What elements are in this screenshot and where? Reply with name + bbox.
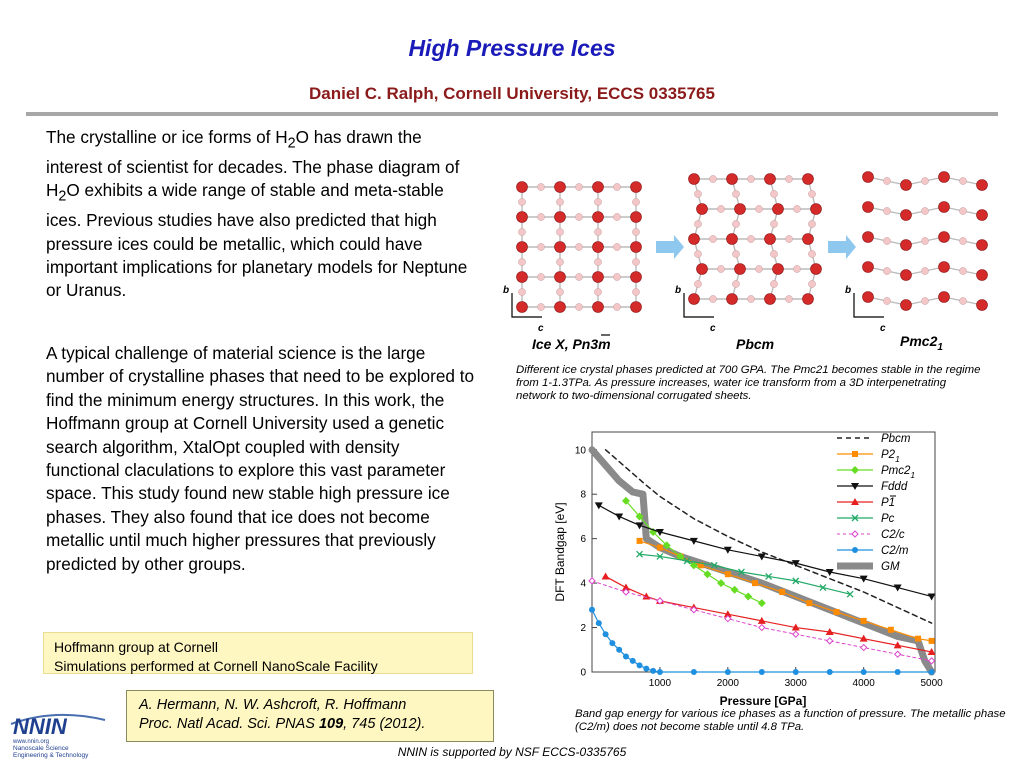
reference-authors: A. Hermann, N. W. Ashcroft, R. Hoffmann <box>139 697 407 713</box>
hydrogen-atom <box>808 250 815 257</box>
hydrogen-atom <box>632 258 639 265</box>
hydrogen-atom <box>594 258 601 265</box>
hydrogen-atom <box>694 220 701 227</box>
legend-label <box>881 481 908 493</box>
oxygen-atom <box>939 232 950 243</box>
page-title: High Pressure Ices <box>408 35 616 61</box>
hydrogen-atom <box>717 205 724 212</box>
data-point <box>589 607 595 613</box>
oxygen-atom <box>901 300 912 311</box>
oxygen-atom <box>593 302 604 313</box>
data-point <box>888 627 894 633</box>
y-axis-label: DFT Bandgap [eV] <box>553 502 567 602</box>
oxygen-atom <box>901 210 912 221</box>
legend-label-text: P1 <box>881 497 896 509</box>
hydrogen-atom <box>632 228 639 235</box>
note-line-1: Hoffmann group at Cornell <box>54 639 218 655</box>
axis-c-label: c <box>880 323 886 334</box>
x-tick-label: 2000 <box>716 678 739 689</box>
hydrogen-atom <box>694 190 701 197</box>
legend-label-text: Pmc2 <box>881 465 911 477</box>
data-point <box>827 669 833 675</box>
data-point <box>793 669 799 675</box>
hydrogen-atom <box>575 303 582 310</box>
legend-label <box>881 529 905 541</box>
hydrogen-atom <box>883 297 890 304</box>
hydrogen-atom <box>537 303 544 310</box>
logo-url: www.nnin.org <box>13 739 50 745</box>
data-point <box>779 589 785 595</box>
hydrogen-atom <box>959 297 966 304</box>
legend-label <box>881 497 895 509</box>
reference-box <box>126 690 494 742</box>
data-point <box>616 647 622 653</box>
hydrogen-atom <box>921 207 928 214</box>
axis-b-label: b <box>675 285 682 296</box>
oxygen-atom <box>727 174 738 185</box>
structures-caption: Different ice crystal phases predicted at 700 GPA. The Pmc21 becomes stable in the regime from 1-1.3TPa. As pressure increases, water ice transform from a 3D interpenetrating network to two-dimensional corrugated sheets. <box>516 364 981 403</box>
hydrogen-atom <box>556 198 563 205</box>
legend-label <box>881 545 909 557</box>
oxygen-atom <box>803 234 814 245</box>
data-point <box>725 571 731 577</box>
structure-ice-x <box>517 182 642 313</box>
oxygen-atom <box>803 174 814 185</box>
oxygen-atom <box>939 292 950 303</box>
hydrogen-atom <box>747 295 754 302</box>
oxygen-atom <box>811 264 822 275</box>
data-point <box>929 638 935 644</box>
hydrogen-atom <box>785 175 792 182</box>
hydrogen-atom <box>770 250 777 257</box>
hydrogen-atom <box>537 273 544 280</box>
para1-text-a: The crystalline or ice forms of H <box>46 127 288 147</box>
hydrogen-atom <box>921 177 928 184</box>
hydrogen-atom <box>632 198 639 205</box>
hydrogen-atom <box>556 288 563 295</box>
reference-journal-text: Proc. Natl Acad. Sci. PNAS <box>139 716 319 732</box>
oxygen-atom <box>517 212 528 223</box>
oxygen-atom <box>631 302 642 313</box>
hydrogen-atom <box>921 267 928 274</box>
hydrogen-atom <box>793 265 800 272</box>
arrow-right-icon <box>656 235 684 259</box>
data-point <box>915 636 921 642</box>
note-line-2: Simulations performed at Cornell NanoScale Facility <box>54 658 378 674</box>
data-point <box>637 538 643 544</box>
bandgap-chart <box>545 428 945 710</box>
oxygen-atom <box>517 182 528 193</box>
oxygen-atom <box>689 234 700 245</box>
para1-text-b: O has drawn the interest of scientist for decades. The phase diagram of H <box>46 127 460 201</box>
hydrogen-atom <box>518 228 525 235</box>
hydrogen-atom <box>709 295 716 302</box>
hydrogen-atom <box>518 198 525 205</box>
data-point <box>725 669 731 675</box>
y-tick-label: 8 <box>580 489 586 501</box>
oxygen-atom <box>803 294 814 305</box>
oxygen-atom <box>939 202 950 213</box>
hydrogen-atom <box>883 237 890 244</box>
hydrogen-atom <box>808 280 815 287</box>
data-point <box>806 600 812 606</box>
data-point <box>752 580 758 586</box>
hydrogen-atom <box>518 258 525 265</box>
structure-label-sub: 1 <box>937 342 943 353</box>
oxygen-atom <box>697 264 708 275</box>
oxygen-atom <box>689 174 700 185</box>
reference-journal <box>139 715 493 734</box>
hydrogen-atom <box>808 220 815 227</box>
hydrogen-atom <box>537 213 544 220</box>
data-point <box>834 609 840 615</box>
oxygen-atom <box>727 294 738 305</box>
hydrogen-atom <box>632 288 639 295</box>
oxygen-atom <box>689 294 700 305</box>
structure-pmc21 <box>863 172 988 311</box>
para1-text-c: O exhibits a wide range of stable and meta-stable ices. Previous studies have also predicted that high pressure ices could be metallic, which could have important implications for planetary models for Neptune or Uranus. <box>46 180 468 301</box>
axis-c-label: c <box>710 323 716 334</box>
legend-label <box>881 561 900 573</box>
hydrogen-atom <box>717 265 724 272</box>
legend-label-sub: 1 <box>910 470 916 480</box>
axis-b-label: b <box>845 285 852 296</box>
hydrogen-atom <box>518 288 525 295</box>
hydrogen-atom <box>594 228 601 235</box>
oxygen-atom <box>977 300 988 311</box>
x-axis-label: Pressure [GPa] <box>719 694 807 708</box>
hydrogen-atom <box>613 243 620 250</box>
oxygen-atom <box>863 292 874 303</box>
y-tick-label: 4 <box>580 578 586 590</box>
oxygen-atom <box>555 242 566 253</box>
hydrogen-atom <box>709 175 716 182</box>
hydrogen-atom <box>921 297 928 304</box>
hydrogen-atom <box>594 288 601 295</box>
oxygen-atom <box>977 240 988 251</box>
hydrogen-atom <box>755 205 762 212</box>
hydrogen-atom <box>732 250 739 257</box>
hydrogen-atom <box>959 207 966 214</box>
oxygen-atom <box>773 204 784 215</box>
hydrogen-atom <box>556 258 563 265</box>
hydrogen-atom <box>959 177 966 184</box>
oxygen-atom <box>939 262 950 273</box>
oxygen-atom <box>593 242 604 253</box>
data-point <box>657 669 663 675</box>
hydrogen-atom <box>613 213 620 220</box>
hydrogen-atom <box>537 183 544 190</box>
axis-c-label: c <box>538 323 544 334</box>
oxygen-atom <box>977 210 988 221</box>
oxygen-atom <box>765 174 776 185</box>
para1-subscript-1: 2 <box>287 135 296 152</box>
oxygen-atom <box>555 302 566 313</box>
hydrogen-atom <box>732 280 739 287</box>
hydrogen-atom <box>770 280 777 287</box>
logo-tagline-2: Engineering & Technology <box>13 752 89 759</box>
oxygen-atom <box>765 294 776 305</box>
hydrogen-atom <box>556 228 563 235</box>
hydrogen-atom <box>785 235 792 242</box>
x-tick-label: 4000 <box>852 678 875 689</box>
hydrogen-atom <box>755 265 762 272</box>
oxygen-atom <box>727 234 738 245</box>
legend-label-sub: 1 <box>895 454 900 464</box>
data-point <box>630 658 636 664</box>
structure-label-pmc2: Pmc2 <box>900 333 938 349</box>
intro-paragraph-2: A typical challenge of material science is the large number of crystalline phases that need to be explored to find the minimum energy structures. In this work, the Hoffmann group at Cornell University used a genetic search algorithm, XtalOpt coupled with density functional claculations to explore this vast parameter space. This study found new stable high pressure ice phases. They also found that ice does not become metallic until much higher pressures that previously predicted by other groups. <box>46 343 475 574</box>
oxygen-atom <box>811 204 822 215</box>
hydrogen-atom <box>883 177 890 184</box>
legend-label-text: Fddd <box>881 481 908 493</box>
hydrogen-atom <box>959 237 966 244</box>
oxygen-atom <box>631 242 642 253</box>
oxygen-atom <box>863 172 874 183</box>
data-point <box>623 653 629 659</box>
data-point <box>759 669 765 675</box>
legend-label-text: C2/m <box>881 545 909 557</box>
intro-paragraph-1 <box>46 126 476 303</box>
hydrogen-atom <box>575 213 582 220</box>
oxygen-atom <box>697 204 708 215</box>
oxygen-atom <box>977 270 988 281</box>
hydrogen-atom <box>770 220 777 227</box>
data-point <box>603 631 609 637</box>
x-tick-label: 3000 <box>784 678 807 689</box>
oxygen-atom <box>863 202 874 213</box>
hydrogen-atom <box>747 175 754 182</box>
data-point <box>861 669 867 675</box>
reference-pages: , 745 (2012). <box>343 716 426 732</box>
oxygen-atom <box>901 240 912 251</box>
oxygen-atom <box>901 270 912 281</box>
data-point <box>650 668 656 674</box>
header-divider <box>26 112 998 116</box>
oxygen-atom <box>631 212 642 223</box>
data-point <box>691 669 697 675</box>
oxygen-atom <box>517 302 528 313</box>
reference-volume: 109 <box>318 716 344 732</box>
oxygen-atom <box>517 272 528 283</box>
legend-label-text: Pc <box>881 513 895 525</box>
hydrogen-atom <box>732 220 739 227</box>
data-point <box>596 620 602 626</box>
data-point <box>852 451 858 457</box>
hydrogen-atom <box>747 235 754 242</box>
data-point <box>637 662 643 668</box>
legend-label-text: P2 <box>881 449 896 461</box>
chart-caption: Band gap energy for various ice phases as a function of pressure. The metallic phase (C2/m) does not become stable until 4.8 TPa. <box>575 708 1006 734</box>
hydrogen-atom <box>709 235 716 242</box>
hydrogen-atom <box>793 205 800 212</box>
structure-label-pbcm: Pbcm <box>736 336 775 352</box>
data-point <box>609 640 615 646</box>
hydrogen-atom <box>613 273 620 280</box>
x-tick-label: 5000 <box>920 678 943 689</box>
data-point <box>861 618 867 624</box>
data-point <box>643 666 649 672</box>
hydrogen-atom <box>785 295 792 302</box>
oxygen-atom <box>593 272 604 283</box>
hydrogen-atom <box>613 183 620 190</box>
oxygen-atom <box>977 180 988 191</box>
hydrogen-atom <box>808 190 815 197</box>
legend-label-text: GM <box>881 561 900 573</box>
oxygen-atom <box>901 180 912 191</box>
data-point <box>657 545 663 551</box>
structure-label-ice-x: Ice X, Pn3m <box>532 336 611 352</box>
hydrogen-atom <box>883 267 890 274</box>
x-tick-label: 1000 <box>648 678 672 689</box>
y-tick-label: 2 <box>580 623 586 635</box>
oxygen-atom <box>773 264 784 275</box>
footer-note: NNIN is supported by NSF ECCS-0335765 <box>397 745 627 759</box>
data-point <box>929 669 935 675</box>
y-tick-label: 10 <box>574 445 586 457</box>
hydrogen-atom <box>883 207 890 214</box>
oxygen-atom <box>631 182 642 193</box>
hydrogen-atom <box>575 273 582 280</box>
oxygen-atom <box>631 272 642 283</box>
oxygen-atom <box>593 182 604 193</box>
oxygen-atom <box>735 204 746 215</box>
structure-label-pmc21 <box>900 333 943 353</box>
legend-label-text: C2/c <box>881 529 905 541</box>
hydrogen-atom <box>575 183 582 190</box>
oxygen-atom <box>555 272 566 283</box>
oxygen-atom <box>735 264 746 275</box>
oxygen-atom <box>939 172 950 183</box>
legend-label-text: Pbcm <box>881 433 911 445</box>
legend-label <box>881 433 911 445</box>
arrow-right-icon <box>828 235 856 259</box>
oxygen-atom <box>863 262 874 273</box>
y-tick-label: 0 <box>580 667 586 679</box>
oxygen-atom <box>593 212 604 223</box>
hydrogen-atom <box>594 198 601 205</box>
hydrogen-atom <box>921 237 928 244</box>
affiliation-note <box>43 632 473 674</box>
y-tick-label: 6 <box>580 534 586 546</box>
hydrogen-atom <box>537 243 544 250</box>
hydrogen-atom <box>732 190 739 197</box>
data-point <box>852 547 858 553</box>
ice-structures-figure <box>498 165 998 360</box>
structure-pbcm <box>689 174 822 305</box>
oxygen-atom <box>555 182 566 193</box>
logo-tagline-1: Nanoscale Science <box>13 745 69 752</box>
hydrogen-atom <box>575 243 582 250</box>
page-subtitle: Daniel C. Ralph, Cornell University, ECCS 0335765 <box>309 84 715 103</box>
hydrogen-atom <box>959 267 966 274</box>
hydrogen-atom <box>770 190 777 197</box>
oxygen-atom <box>555 212 566 223</box>
hydrogen-atom <box>613 303 620 310</box>
hydrogen-atom <box>694 280 701 287</box>
data-point <box>895 669 901 675</box>
hydrogen-atom <box>694 250 701 257</box>
oxygen-atom <box>863 232 874 243</box>
para1-subscript-2: 2 <box>58 188 67 205</box>
logo-name: NNIN <box>13 714 67 739</box>
legend-label <box>881 513 895 525</box>
oxygen-atom <box>517 242 528 253</box>
oxygen-atom <box>765 234 776 245</box>
axis-b-label: b <box>503 285 510 296</box>
